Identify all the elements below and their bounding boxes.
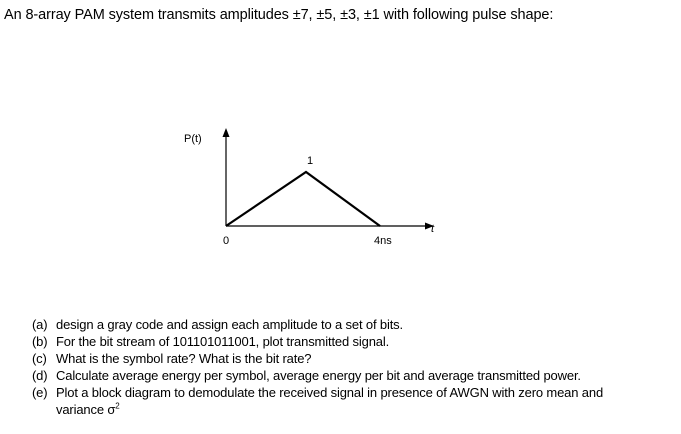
question-marker: (c) — [32, 351, 47, 366]
problem-intro: An 8-array PAM system transmits amplitudes ±7, ±5, ±3, ±1 with following pulse shape: — [4, 7, 554, 23]
triangular-pulse — [226, 172, 380, 226]
question-item — [32, 316, 603, 333]
variance-text: variance σ — [56, 402, 116, 417]
question-item — [32, 384, 603, 418]
x-axis-label: t — [431, 223, 435, 235]
peak-label: 1 — [307, 155, 314, 167]
end-label: 4ns — [374, 235, 392, 247]
question-marker: (a) — [32, 317, 48, 332]
question-marker: (e) — [32, 385, 48, 400]
question-list — [32, 316, 603, 418]
y-axis-arrow — [223, 128, 230, 137]
question-continuation — [56, 401, 603, 418]
question-item — [32, 333, 603, 350]
variance-superscript: 2 — [115, 401, 120, 411]
question-text: design a gray code and assign each amplitude to a set of bits. — [56, 317, 403, 332]
origin-label: 0 — [223, 235, 230, 247]
question-item — [32, 367, 603, 384]
question-text: What is the symbol rate? What is the bit rate? — [56, 351, 312, 366]
question-text: Plot a block diagram to demodulate the received signal in presence of AWGN with zero mean and — [56, 385, 604, 400]
question-text: Calculate average energy per symbol, average energy per bit and average transmitted power. — [56, 368, 581, 383]
question-text: For the bit stream of 101101011001, plot transmitted signal. — [56, 334, 390, 349]
question-marker: (b) — [32, 334, 48, 349]
question-marker: (d) — [32, 368, 48, 383]
question-item — [32, 350, 603, 367]
y-axis-label: P(t) — [184, 133, 202, 145]
